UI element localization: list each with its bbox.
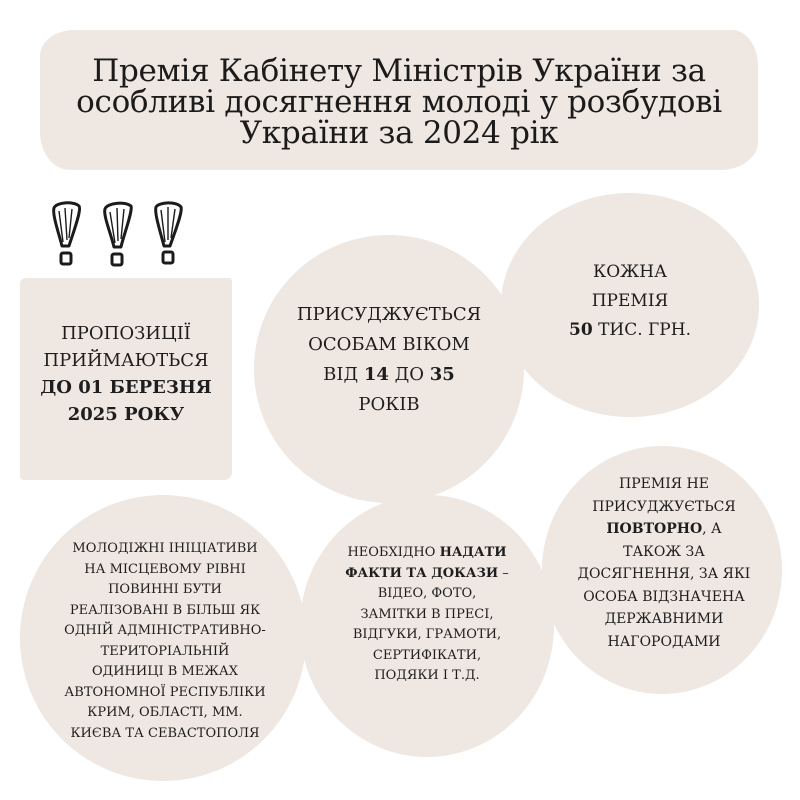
repeat-text (548, 473, 780, 653)
age-line-4: РОКІВ (358, 394, 420, 415)
deadline-line-2: ПРИЙМАЮТЬСЯ (43, 350, 209, 371)
evidence-text (314, 543, 540, 687)
amount-line-1: КОЖНА (593, 262, 667, 282)
evidence-line-2: ФАКТИ ТА ДОКАЗИ – (345, 565, 509, 581)
age-line-2: ОСОБАМ ВІКОМ (308, 334, 470, 355)
evidence-line: ПОДЯКИ І Т.Д. (374, 668, 480, 683)
deadline-line-1: ПРОПОЗИЦІЇ (61, 323, 191, 344)
initiatives-line: МОЛОДІЖНІ ІНІЦІАТИВИ (72, 541, 258, 556)
initiatives-line: ОДНІЙ АДМІНІСТРАТИВНО- (64, 623, 266, 638)
repeat-line-1: ПРЕМІЯ НЕ (619, 476, 709, 492)
evidence-line: СЕРТИФІКАТИ, (372, 647, 482, 663)
repeat-line: ТАКОЖ ЗА (623, 543, 705, 560)
repeat-line-2: ПРИСУДЖУЄТЬСЯ (592, 498, 736, 515)
evidence-line: ВІДГУКИ, ГРАМОТИ, (352, 627, 502, 642)
repeat-line: ДОСЯГНЕННЯ, ЗА ЯКІ (577, 566, 751, 582)
deadline-year: 2025 РОКУ (67, 404, 185, 425)
amount-text (501, 258, 759, 345)
repeat-line-3: ПОВТОРНО, А (606, 521, 722, 537)
age-text (254, 300, 524, 420)
evidence-line-1: НЕОБХІДНО НАДАТИ (347, 545, 507, 560)
page-title (40, 53, 758, 151)
initiatives-line: НА МІСЦЕВОМУ РІВНІ (84, 561, 246, 577)
evidence-line: ЗАМІТКИ В ПРЕСІ, (360, 606, 494, 622)
initiatives-line: ОДИНИЦІ В МЕЖАХ (91, 664, 239, 679)
initiatives-text (30, 539, 300, 744)
repeat-line: ДЕРЖАВНИМИ (604, 611, 724, 627)
repeat-line: ОСОБА ВІДЗНАЧЕНА (583, 588, 745, 605)
age-range: ВІД 14 ДО 35 (323, 364, 455, 385)
initiatives-line: КРИМ, ОБЛАСТІ, ММ. (87, 705, 243, 720)
evidence-line: ВІДЕО, ФОТО, (377, 586, 477, 601)
title-line-3: України за 2024 рік (239, 115, 559, 151)
initiatives-line: ТЕРИТОРІАЛЬНІЙ (100, 643, 230, 659)
exclamation-mark-icon (48, 200, 84, 270)
initiatives-line: АВТОНОМНОЇ РЕСПУБЛІКИ (64, 684, 266, 700)
repeat-line: НАГОРОДАМИ (607, 633, 721, 650)
initiatives-line: ПОВИННІ БУТИ (108, 582, 222, 597)
initiatives-line: РЕАЛІЗОВАНІ В БІЛЬШ ЯК (69, 602, 261, 618)
age-line-1: ПРИСУДЖУЄТЬСЯ (296, 304, 482, 325)
exclamation-marks-icon (48, 200, 198, 274)
amount-line-2: ПРЕМІЯ (591, 291, 669, 311)
initiatives-line: КИЄВА ТА СЕВАСТОПОЛЯ (70, 725, 260, 741)
title-line-1: Премія Кабінету Міністрів України за (92, 53, 706, 89)
exclamation-mark-icon (150, 200, 186, 270)
exclamation-mark-icon (100, 200, 136, 270)
amount-value: 50 ТИС. ГРН. (569, 320, 691, 340)
title-line-2: особливі досягнення молоді у розбудові (76, 84, 722, 120)
deadline-date: ДО 01 БЕРЕЗНЯ (40, 377, 212, 398)
deadline-text (20, 320, 232, 428)
